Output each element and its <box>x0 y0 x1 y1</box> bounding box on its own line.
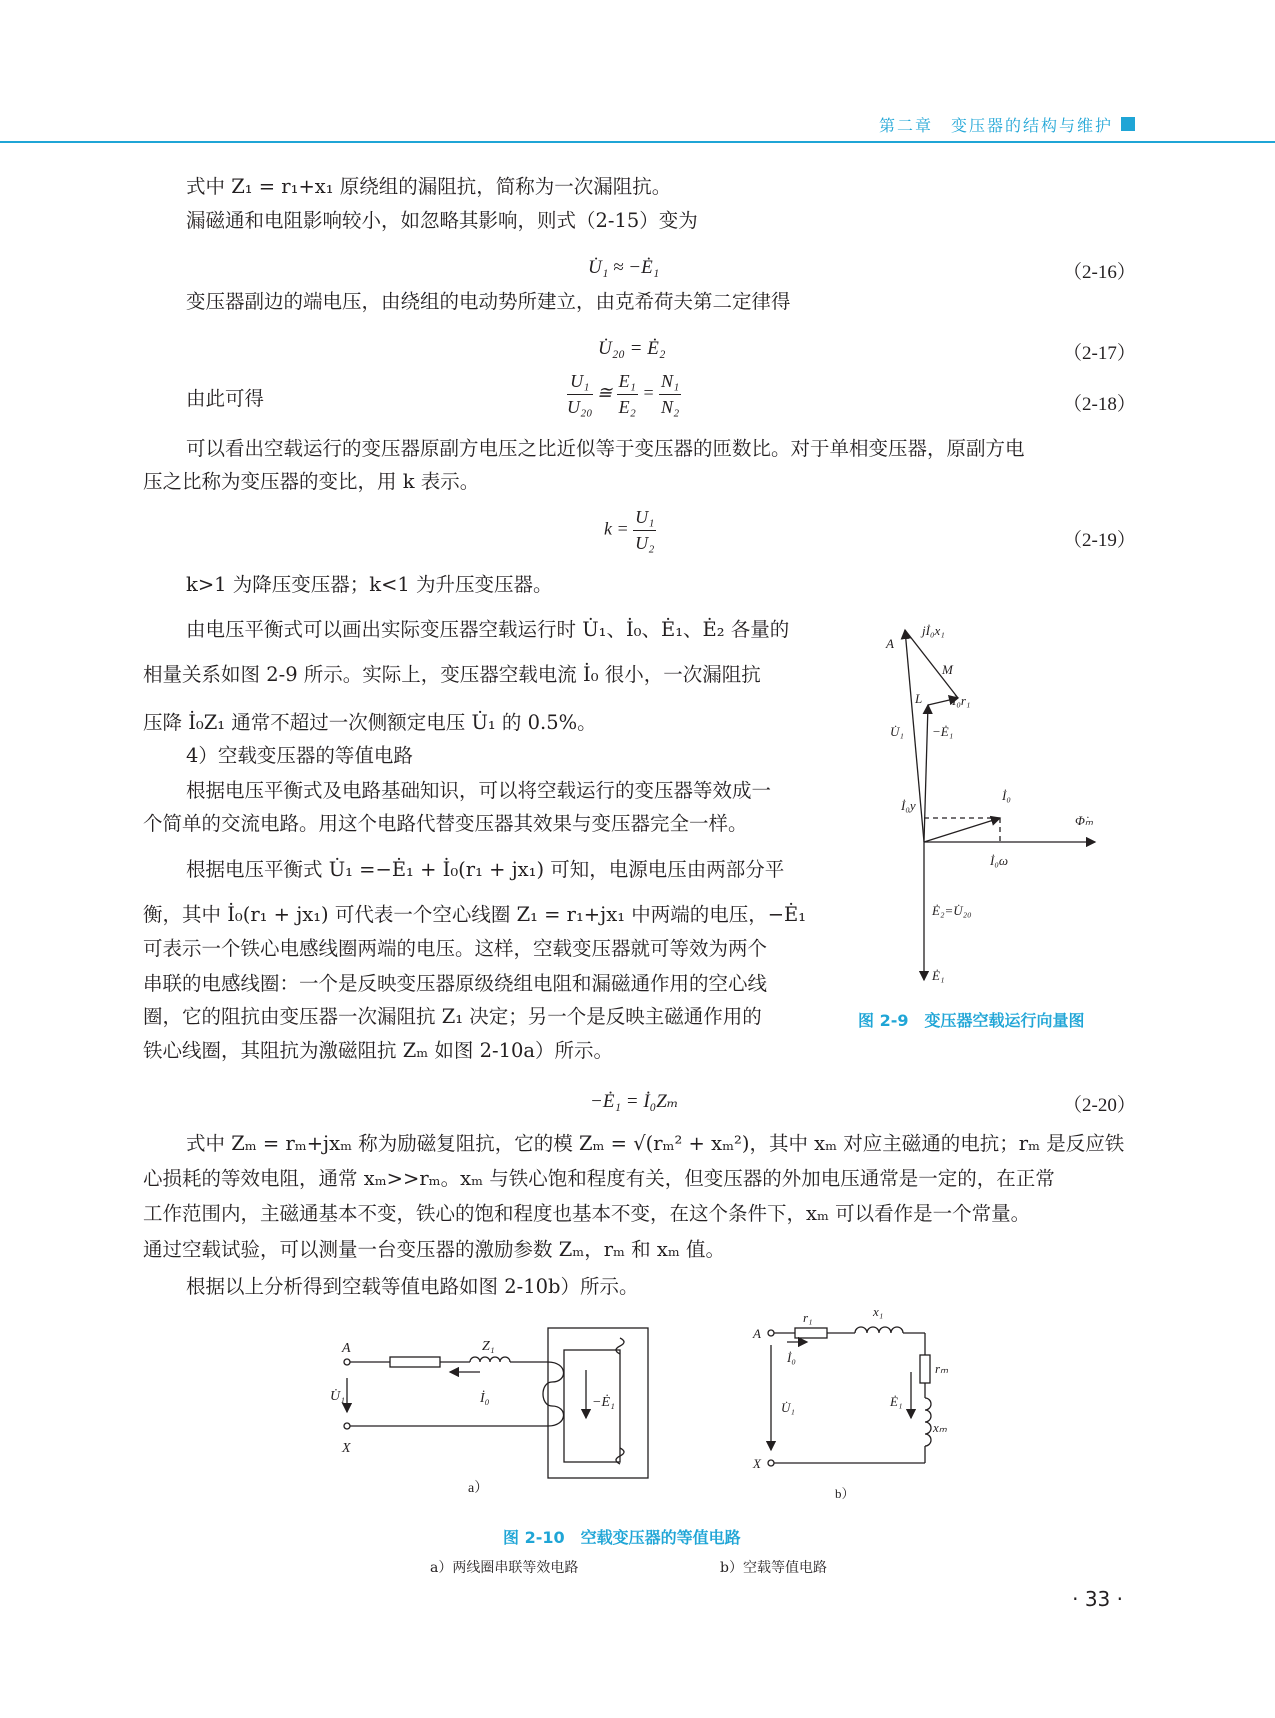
paragraph: 串联的电感线圈：一个是反映变压器原级绕组电阻和漏磁通作用的空心线 <box>143 972 768 995</box>
resistor-rm <box>920 1355 930 1383</box>
label-neg-E1: −Ė₁ <box>932 724 954 739</box>
label-r1: r₁ <box>803 1310 813 1325</box>
label-I0: İ₀ <box>480 1391 490 1406</box>
neg-e1-vector <box>924 705 928 842</box>
equation-2-20: −Ė₁ = İ₀Zₘ <box>590 1091 679 1112</box>
header-marker <box>1121 117 1135 131</box>
equation-number: （2-20） <box>1063 1095 1136 1116</box>
figure-2-10-caption: 图 2-10 空载变压器的等值电路 <box>503 1528 741 1547</box>
page-header <box>0 0 1275 142</box>
terminal-X <box>344 1423 350 1429</box>
paragraph: 根据电压平衡式及电路基础知识，可以将空载运行的变压器等效成一 <box>186 779 772 802</box>
label-xm: xₘ <box>933 1420 947 1435</box>
label-jI0x1: jİ₀x₁ <box>922 623 945 638</box>
header-rule <box>0 141 1275 143</box>
equation-number: （2-18） <box>1063 394 1136 415</box>
paragraph: 压降 İ₀Z₁ 通常不超过一次侧额定电压 U̇₁ 的 0.5%。 <box>143 711 597 734</box>
equation-2-16: U̇₁ ≈ −Ė₁ <box>588 257 660 278</box>
label-A: A <box>342 1341 351 1356</box>
paragraph: 相量关系如图 2-9 所示。实际上，变压器空载电流 İ₀ 很小，一次漏阻抗 <box>143 663 761 686</box>
equation-2-18: $\frac{\text{U₁}}{\text{U₂₀}}$ ≅ $\frac{\text{E₁}}{\text{E₂}}$ = $\frac{\text{N₁}}{\text{N₂}}$ <box>567 371 680 417</box>
label-Z1: Z₁ <box>482 1339 495 1354</box>
core-winding <box>543 1362 564 1426</box>
paragraph: 压之比称为变压器的变比，用 k 表示。 <box>143 470 480 493</box>
paragraph: k>1 为降压变压器；k<1 为升压变压器。 <box>186 573 553 596</box>
figure-2-10b <box>745 1300 965 1500</box>
paragraph: 变压器副边的端电压，由绕组的电动势所建立，由克希荷夫第二定律得 <box>186 290 791 313</box>
paragraph: 由此可得 <box>186 387 265 410</box>
label-A: A <box>753 1326 761 1341</box>
figure-2-10a-subcaption: a）两线圈串联等效电路 <box>430 1560 579 1576</box>
section-heading: 4）空载变压器的等值电路 <box>186 744 413 767</box>
label-X: X <box>342 1441 351 1456</box>
paragraph: 个简单的交流电路。用这个电路代替变压器其效果与变压器完全一样。 <box>143 812 748 835</box>
resistor-r1 <box>795 1328 827 1338</box>
equation-number: （2-17） <box>1063 343 1136 364</box>
paragraph: 可表示一个铁心电感线圈两端的电压。这样，空载变压器就可等效为两个 <box>143 937 768 960</box>
label-M: M <box>942 662 953 677</box>
terminal-X <box>768 1460 774 1466</box>
paragraph: 根据以上分析得到空载等值电路如图 2-10b）所示。 <box>186 1275 639 1298</box>
paragraph: 由电压平衡式可以画出实际变压器空载运行时 U̇₁、İ₀、Ė₁、Ė₂ 各量的 <box>186 618 790 641</box>
paragraph: 式中 Z₁ = r₁+x₁ 原绕组的漏阻抗，简称为一次漏阻抗。 <box>186 175 672 198</box>
resistor <box>390 1357 440 1367</box>
paragraph: 通过空载试验，可以测量一台变压器的激励参数 Zₘ，rₘ 和 xₘ 值。 <box>143 1238 726 1261</box>
label-Phim: Φ̇ₘ <box>1075 813 1093 828</box>
inductor-xm <box>925 1398 931 1446</box>
paragraph: 衡，其中 İ₀(r₁ + jx₁) 可代表一个空心线圈 Z₁ = r₁+jx₁ 中两端的电压，−Ė₁ <box>143 903 807 926</box>
label-U1: U̇₁ <box>890 724 904 739</box>
terminal-A <box>768 1330 774 1336</box>
inductor-z1 <box>470 1357 510 1362</box>
paragraph: 心损耗的等效电阻，通常 xₘ>>rₘ。xₘ 与铁心饱和程度有关，但变压器的外加电压通常是一定的，在正常 <box>143 1167 1055 1190</box>
chapter-title: 第二章 变压器的结构与维护 <box>878 116 1113 135</box>
figure-2-10a <box>330 1320 650 1500</box>
label-L: L <box>915 691 923 706</box>
paragraph: 漏磁通和电阻影响较小，如忽略其影响，则式（2-15）变为 <box>186 209 698 232</box>
equation-2-19: k = $\frac{\text{U₁}}{\text{U₂}}$ <box>604 507 655 553</box>
paragraph: 根据电压平衡式 U̇₁ =−Ė₁ + İ₀(r₁ + jx₁) 可知，电源电压由两部分平 <box>186 858 785 881</box>
label-E1: Ė₁ <box>890 1394 903 1409</box>
label-x1: x₁ <box>873 1304 884 1319</box>
paragraph: 圈，它的阻抗由变压器一次漏阻抗 Z₁ 决定；另一个是反映主磁通作用的 <box>143 1005 762 1028</box>
label-I0w: İ₀ω <box>990 853 1009 868</box>
label-E1: Ė₁ <box>932 968 945 983</box>
figure-2-10b-subcaption: b）空载等值电路 <box>720 1560 827 1576</box>
label-E2-U20: Ė₂=U̇₂₀ <box>932 903 972 918</box>
page-number: · 33 · <box>1072 1587 1123 1611</box>
figure-2-9-caption: 图 2-9 变压器空载运行向量图 <box>858 1011 1085 1030</box>
paragraph: 工作范围内，主磁通基本不变，铁心的饱和程度也基本不变，在这个条件下，xₘ 可以看作是一个常量。 <box>143 1202 1031 1225</box>
equation-number: （2-19） <box>1063 530 1136 551</box>
figure-2-9 <box>870 610 1110 1000</box>
label-X: X <box>753 1456 761 1471</box>
label-I0r1: İ₀r₁ <box>952 693 971 708</box>
paragraph: 式中 Zₘ = rₘ+jxₘ 称为励磁复阻抗，它的模 Zₘ = √(rₘ² + xₘ²)，其中 xₘ 对应主磁通的电抗；rₘ 是反应铁 <box>186 1132 1125 1155</box>
equation-2-17: U̇₂₀ = Ė₂ <box>598 338 666 359</box>
label-U1: U̇₁ <box>781 1400 795 1415</box>
sub-label-b: b） <box>835 1486 855 1500</box>
label-I0: İ₀ <box>1002 788 1011 803</box>
i0-vector <box>924 818 1000 842</box>
paragraph: 可以看出空载运行的变压器原副方电压之比近似等于变压器的匝数比。对于单相变压器，原副方电 <box>186 437 1025 460</box>
terminal-A <box>344 1359 350 1365</box>
paragraph: 铁心线圈，其阻抗为激磁阻抗 Zₘ 如图 2-10a）所示。 <box>143 1039 614 1062</box>
label-I0: İ₀ <box>787 1350 796 1365</box>
label-rm: rₘ <box>935 1361 949 1376</box>
label-A: A <box>886 636 894 651</box>
label-U1: U̇₁ <box>330 1389 345 1404</box>
inductor-x1 <box>855 1327 903 1333</box>
label-neg-E1: −Ė₁ <box>592 1395 615 1410</box>
sub-label-a: a） <box>468 1481 489 1496</box>
label-I0y: İ₀y <box>901 798 916 813</box>
equation-number: （2-16） <box>1063 262 1136 283</box>
